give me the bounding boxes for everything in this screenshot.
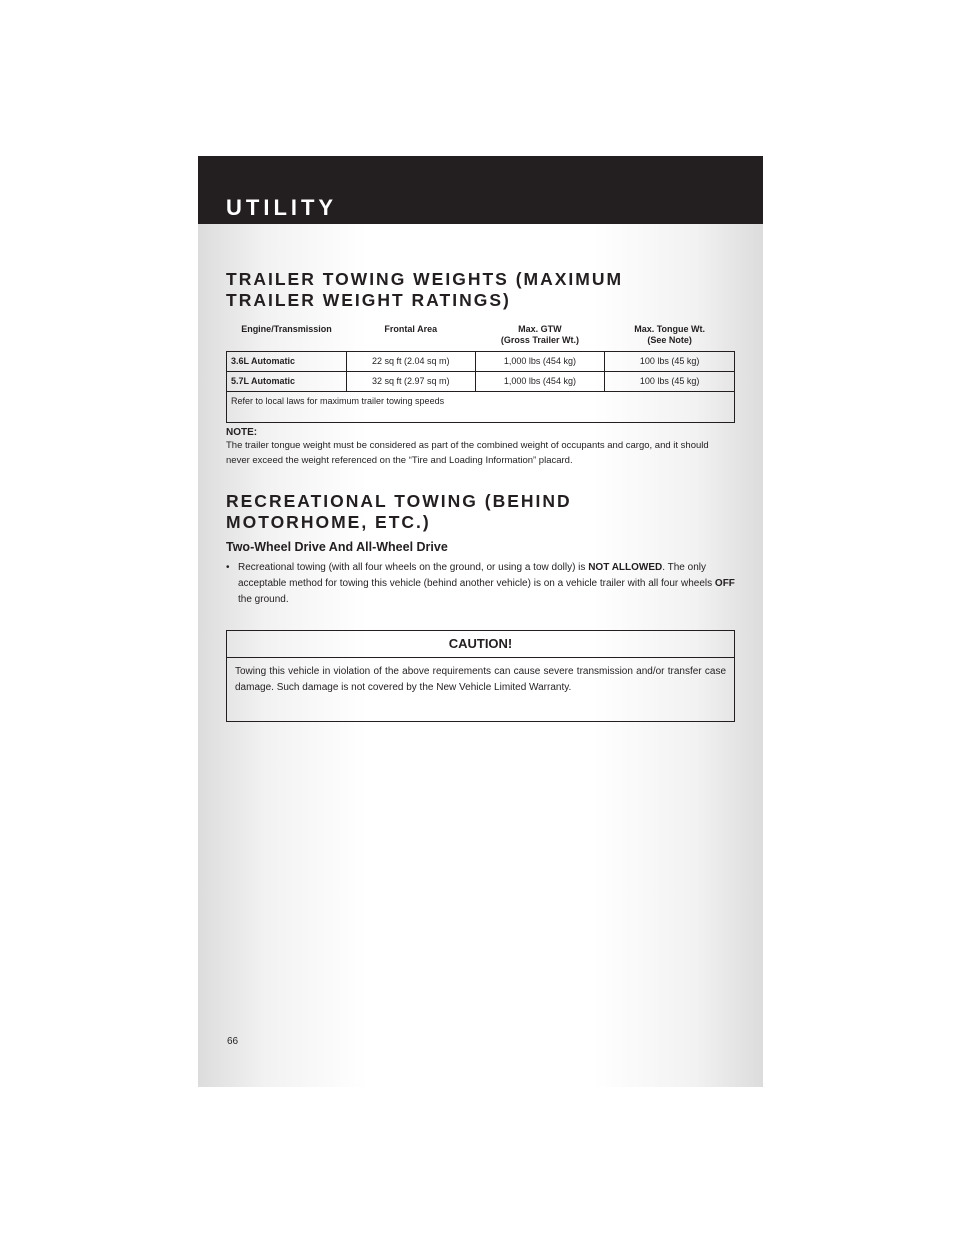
table-header-cell: Max. Tongue Wt. (See Note) <box>634 324 706 345</box>
table-cell: 100 lbs (45 kg) <box>605 372 735 392</box>
table-cell: 22 sq ft (2.04 sq m) <box>346 352 475 372</box>
drive-subsection <box>226 540 735 554</box>
recreational-towing-section <box>226 491 735 533</box>
trailer-towing-title-line2: TRAILER WEIGHT RATINGS) <box>226 290 511 310</box>
caution-box <box>226 630 735 722</box>
table-row <box>227 352 735 372</box>
table-header-row <box>227 321 735 352</box>
table-cell: 32 sq ft (2.97 sq m) <box>346 372 475 392</box>
recreational-towing-title-line1: RECREATIONAL TOWING (BEHIND <box>226 491 572 511</box>
section-header-title: UTILITY <box>226 195 338 220</box>
table-footer-cell: Refer to local laws for maximum trailer towing speeds <box>227 392 735 423</box>
table-header-cell: Engine/Transmission <box>241 324 332 334</box>
table-cell: 100 lbs (45 kg) <box>605 352 735 372</box>
towing-weights-table <box>226 321 735 423</box>
note-block <box>226 427 735 468</box>
table-cell: 1,000 lbs (454 kg) <box>475 352 605 372</box>
note-text: The trailer tongue weight must be considered as part of the combined weight of occupants and cargo, and it should never exceed the weight referenced on the “Tire and Loading Information” placard. <box>226 440 709 466</box>
table-cell: 3.6L Automatic <box>227 352 347 372</box>
table-header-cell: Frontal Area <box>384 324 438 334</box>
caution-title: CAUTION! <box>227 631 734 658</box>
table-cell: 5.7L Automatic <box>227 372 347 392</box>
caution-text: Towing this vehicle in violation of the above requirements can cause severe transmission and/or transfer case damage. Such damage is not covered by the New Vehicle Limited Warranty. <box>235 666 726 693</box>
bullet-icon: • <box>226 562 230 573</box>
manual-page <box>198 156 763 1087</box>
section-header-bar <box>198 156 763 224</box>
bullet-item <box>226 560 735 608</box>
page-number: 66 <box>227 1036 239 1047</box>
table-row <box>227 372 735 392</box>
trailer-towing-section <box>226 269 735 311</box>
bullet-text: Recreational towing (with all four wheels on the ground, or using a tow dolly) is NOT ALLOWED. The only acceptable method for towing this vehicle (behind another vehicle) is on a vehicle trailer with all four wheels OFF the ground. <box>238 562 735 605</box>
table-header-cell: Max. GTW (Gross Trailer Wt.) <box>500 324 579 345</box>
recreational-towing-title-line2: MOTORHOME, ETC.) <box>226 512 431 532</box>
table-footer-row <box>227 392 735 423</box>
trailer-towing-title-line1: TRAILER TOWING WEIGHTS (MAXIMUM <box>226 269 624 289</box>
note-label: NOTE: <box>226 427 258 438</box>
drive-subtitle: Two-Wheel Drive And All-Wheel Drive <box>226 540 448 554</box>
table-cell: 1,000 lbs (454 kg) <box>475 372 605 392</box>
towing-weights-table-wrap <box>226 321 735 423</box>
